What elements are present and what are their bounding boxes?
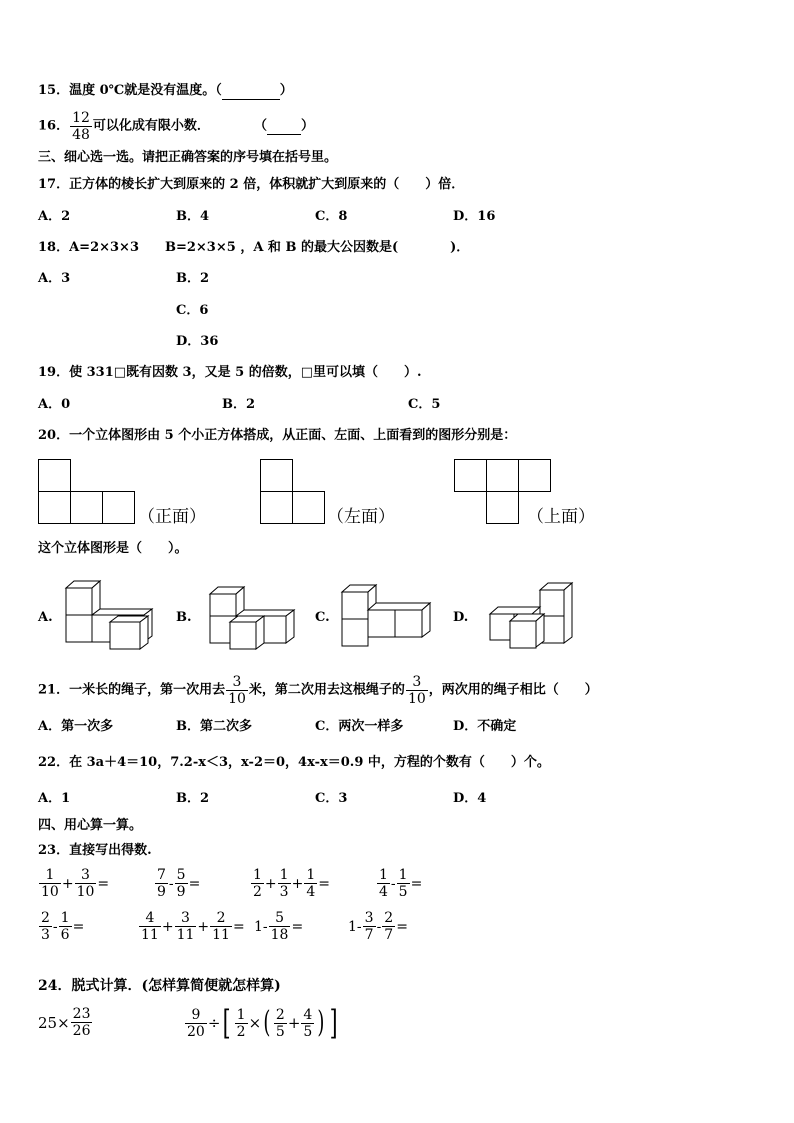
option-c[interactable]: C．3	[315, 791, 348, 806]
answer-blank[interactable]	[222, 83, 280, 100]
fraction: $\frac{3}{10}$	[228, 674, 246, 707]
expression-7: 1- $\frac{5}{18}$ =	[254, 910, 304, 943]
option-c[interactable]: C．8	[315, 209, 348, 224]
option-d-cube-figure[interactable]	[488, 580, 578, 650]
section-3-heading: 三、细心选一选。请把正确答案的序号填在括号里。	[38, 150, 338, 165]
expression-5: $\frac{2}{3}$ - $\frac{1}{6}$ =	[41, 910, 85, 943]
option-b[interactable]: B．2	[176, 271, 210, 286]
option-b[interactable]: B.	[176, 610, 192, 625]
option-a[interactable]: A．2	[38, 209, 71, 224]
answer-blank[interactable]	[267, 118, 301, 135]
option-a-cube-figure[interactable]	[64, 578, 156, 650]
question-20-follow: 这个立体图形是（ ）。	[38, 541, 188, 556]
question-23: 23．直接写出得数.	[38, 843, 152, 858]
section-4-heading: 四、用心算一算。	[38, 818, 143, 833]
expression-8: 1- $\frac{3}{7}$ - $\frac{2}{7}$ =	[348, 910, 408, 943]
option-a[interactable]: A．0	[38, 397, 71, 412]
question-18: 18．A=2×3×3 B=2×3×5 ，A 和 B 的最大公因数是( )．	[38, 240, 470, 255]
option-c-cube-figure[interactable]	[340, 582, 432, 648]
option-b[interactable]: B．2	[222, 397, 256, 412]
option-a[interactable]: A．1	[38, 791, 71, 806]
question-20: 20．一个立体图形由 5 个小正方体搭成，从正面、左面、上面看到的图形分别是：	[38, 428, 517, 443]
option-c[interactable]: C.	[315, 610, 330, 625]
option-b-cube-figure[interactable]	[208, 578, 300, 650]
top-view-label: （上面）	[527, 507, 595, 527]
option-d[interactable]: D．不确定	[453, 719, 517, 734]
expression-6: $\frac{4}{11}$ + $\frac{3}{11}$ + $\frac{2}{11}$ =	[141, 910, 245, 943]
question-17: 17．正方体的棱长扩大到原来的 2 倍，体积就扩大到原来的（ ）倍．	[38, 177, 465, 192]
left-view-label: （左面）	[327, 507, 395, 527]
left-view-diagram	[260, 459, 330, 525]
option-d[interactable]: D.	[453, 610, 469, 625]
question-15: 15．温度 0℃就是没有温度。（ ）	[38, 83, 293, 98]
option-a[interactable]: A.	[38, 610, 53, 625]
option-a[interactable]: A．3	[38, 271, 71, 286]
fraction: $\frac{3}{10}$	[407, 674, 426, 707]
option-a[interactable]: A．第一次多	[38, 719, 114, 734]
front-view-label: （正面）	[138, 507, 206, 527]
expression-3: $\frac{1}{2}$ + $\frac{1}{3}$ + $\frac{1}{4}$ =	[253, 867, 330, 900]
question-24: 24．脱式计算．(怎样算简便就怎样算)	[38, 978, 281, 994]
fraction: $\frac{12}{48}$	[72, 110, 90, 143]
option-c[interactable]: C．6	[176, 303, 209, 318]
question-16: 16． $\frac{12}{48}$ 可以化成有限小数． （ ）	[38, 110, 314, 143]
expression-24-1: 25× $\frac{23}{26}$	[38, 1006, 91, 1039]
option-c[interactable]: C．两次一样多	[315, 719, 404, 734]
option-b[interactable]: B．第二次多	[176, 719, 252, 734]
option-d[interactable]: D．4	[453, 791, 487, 806]
option-d[interactable]: D．16	[453, 209, 496, 224]
question-21: 21．一米长的绳子，第一次用去 $\frac{3}{10}$ 米，第二次用去这根绳子的 $\frac{3}{10}$ ，两次用的绳子相比（ ）	[38, 674, 598, 707]
option-b[interactable]: B．4	[176, 209, 210, 224]
expression-2: $\frac{7}{9}$ - $\frac{5}{9}$ =	[157, 867, 201, 900]
question-19: 19．使 331□既有因数 3，又是 5 的倍数，□里可以填（ ）.	[38, 365, 422, 380]
expression-1: $\frac{1}{10}$ + $\frac{3}{10}$ =	[41, 867, 110, 900]
question-22: 22．在 3a＋4＝10，7.2-x＜3，x-2＝0，4x-x＝0.9 中，方程的个数有（ ）个。	[38, 755, 550, 770]
expression-4: $\frac{1}{4}$ - $\frac{1}{5}$ =	[379, 867, 423, 900]
option-c[interactable]: C．5	[408, 397, 441, 412]
front-view-diagram	[38, 459, 138, 525]
option-b[interactable]: B．2	[176, 791, 210, 806]
option-d[interactable]: D．36	[176, 334, 219, 349]
expression-24-2: $\frac{9}{20}$ ÷[ $\frac{1}{2}$ ×( $\frac{2}{5}$ + $\frac{4}{5}$ ) ]	[187, 1003, 338, 1043]
